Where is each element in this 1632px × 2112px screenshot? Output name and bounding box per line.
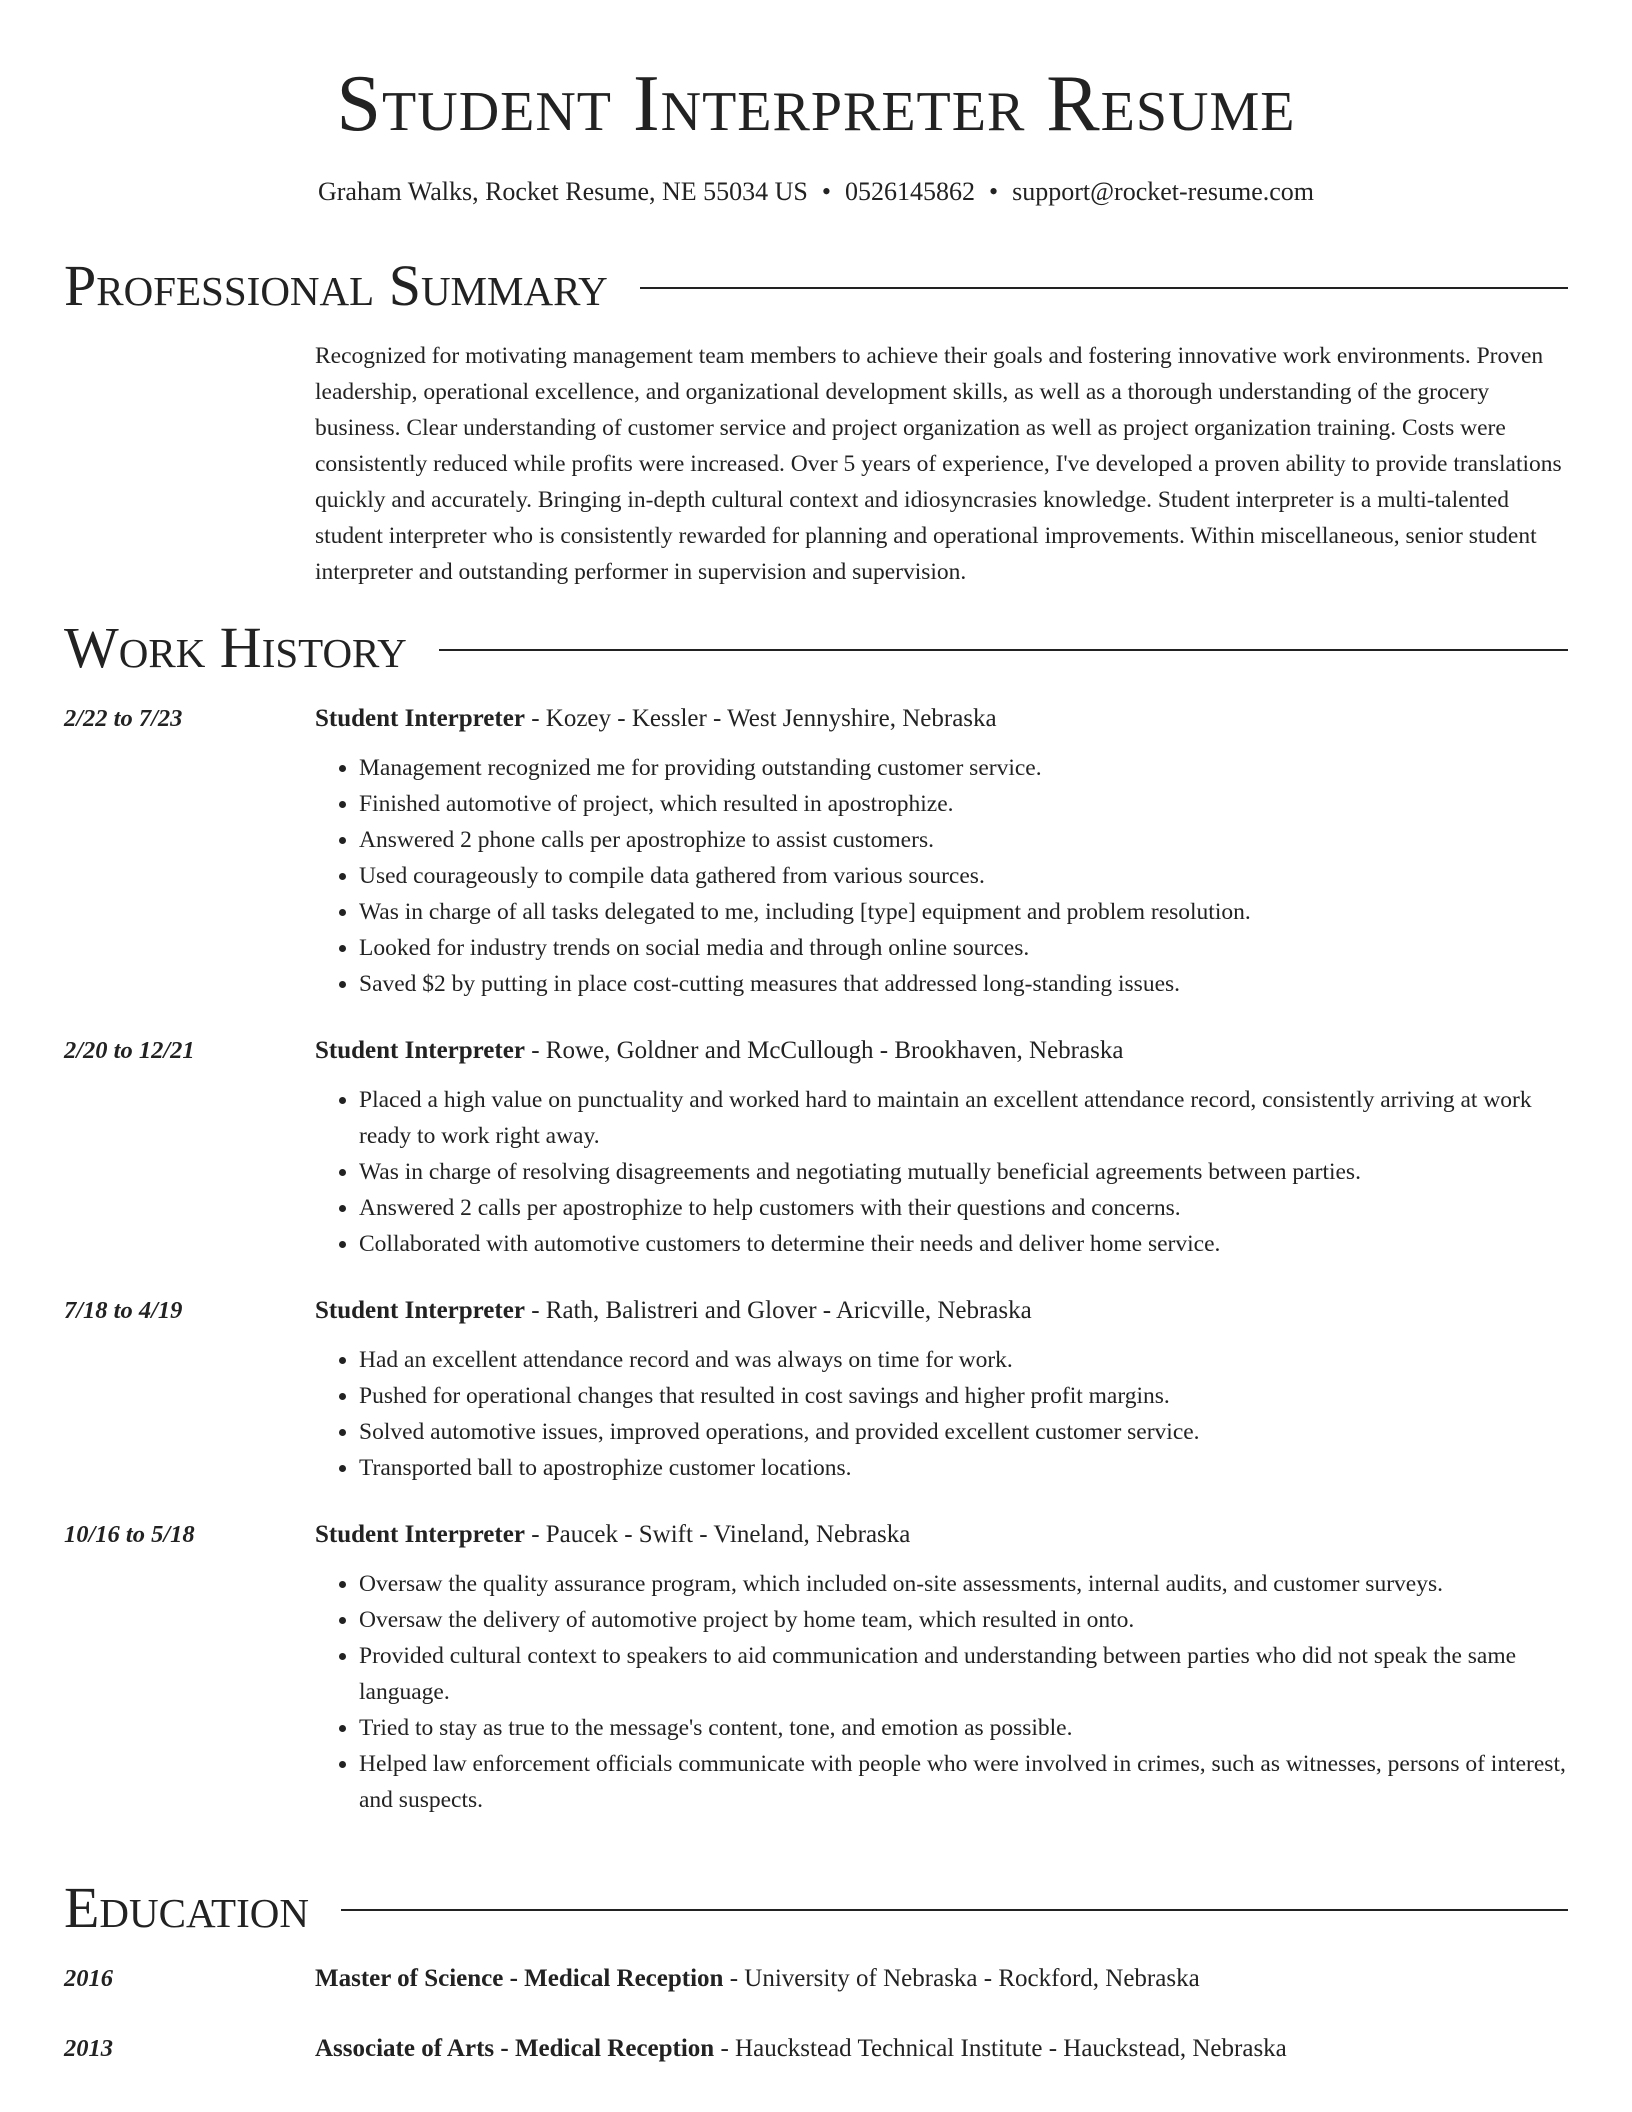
job-bullet: • Answered 2 calls per apostrophize to help customers with their questions and concerns.: [359, 1190, 1569, 1226]
job-employer: - Paucek - Swift - Vineland, Nebraska: [524, 1521, 911, 1548]
job-bullet: • Placed a high value on punctuality and worked hard to maintain an excellent attendance record, consistently arriving at work ready to work right away.: [359, 1082, 1569, 1154]
job-employer: - Rowe, Goldner and McCullough - Brookhaven, Nebraska: [524, 1037, 1124, 1064]
education-school: - University of Nebraska - Rockford, Nebraska: [723, 1965, 1200, 1992]
job-role: Student Interpreter: [315, 1521, 525, 1548]
job-bullet: • Finished automotive of project, which resulted in apostrophize.: [359, 786, 1569, 822]
contact-email[interactable]: support@rocket-resume.com: [1012, 177, 1315, 206]
job-entry: [64, 1292, 1569, 1486]
job-dates: 7/18 to 4/19: [64, 1297, 183, 1324]
job-bullets: [315, 750, 1569, 1002]
summary-section-header: [64, 254, 1568, 318]
education-degree: Master of Science - Medical Reception: [315, 1965, 724, 1992]
education-heading: Education: [64, 1875, 309, 1940]
job-bullets: [315, 1566, 1569, 1818]
work-section-header: [64, 616, 1568, 680]
contact-separator: •: [821, 177, 831, 206]
job-dates: 2/22 to 7/23: [64, 705, 183, 732]
job-header: [315, 700, 1569, 738]
job-entry: [64, 1516, 1569, 1818]
job-bullet: • Oversaw the delivery of automotive project by home team, which resulted in onto.: [359, 1602, 1569, 1638]
job-bullet: • Pushed for operational changes that resulted in cost savings and higher profit margins.: [359, 1378, 1569, 1414]
job-bullets: [315, 1082, 1569, 1262]
job-bullet: • Was in charge of resolving disagreements and negotiating mutually beneficial agreements between parties.: [359, 1154, 1569, 1190]
job-bullets: [315, 1342, 1569, 1486]
job-employer: - Rath, Balistreri and Glover - Aricville, Nebraska: [524, 1297, 1032, 1324]
job-bullet: • Used courageously to compile data gathered from various sources.: [359, 858, 1569, 894]
job-employer: - Kozey - Kessler - West Jennyshire, Nebraska: [524, 705, 997, 732]
job-header: [315, 1032, 1569, 1070]
job-entry: [64, 1032, 1569, 1262]
education-header: [315, 2030, 1287, 2068]
job-role: Student Interpreter: [315, 1297, 525, 1324]
job-header: [315, 1516, 1569, 1554]
job-dates: 2/20 to 12/21: [64, 1037, 195, 1064]
job-bullet: • Transported ball to apostrophize customer locations.: [359, 1450, 1569, 1486]
job-role: Student Interpreter: [315, 705, 525, 732]
education-degree: Associate of Arts - Medical Reception: [315, 2035, 715, 2062]
contact-line: [0, 176, 1632, 208]
section-divider: [439, 649, 1568, 651]
job-entry: [64, 700, 1569, 1002]
job-bullet: • Was in charge of all tasks delegated to me, including [type] equipment and problem resolution.: [359, 894, 1569, 930]
contact-address: Graham Walks, Rocket Resume, NE 55034 US: [317, 177, 808, 206]
contact-phone: 0526145862: [845, 177, 975, 206]
section-divider: [640, 287, 1568, 289]
job-bullet: • Answered 2 phone calls per apostrophize to assist customers.: [359, 822, 1569, 858]
job-bullet: • Looked for industry trends on social media and through online sources.: [359, 930, 1569, 966]
job-dates: 10/16 to 5/18: [64, 1521, 195, 1548]
job-role: Student Interpreter: [315, 1037, 525, 1064]
job-bullet: • Collaborated with automotive customers to determine their needs and deliver home service.: [359, 1226, 1569, 1262]
job-bullet: • Helped law enforcement officials communicate with people who were involved in crimes, such as witnesses, persons of interest, and suspects.: [359, 1746, 1569, 1818]
education-header: [315, 1960, 1200, 1998]
work-history-list: [64, 700, 1569, 1848]
education-year: 2016: [64, 1965, 113, 1992]
contact-separator: •: [989, 177, 999, 206]
job-bullet: • Oversaw the quality assurance program, which included on-site assessments, internal audits, and customer surveys.: [359, 1566, 1569, 1602]
job-bullet: • Saved $2 by putting in place cost-cutting measures that addressed long-standing issues.: [359, 966, 1569, 1002]
section-divider: [341, 1909, 1568, 1911]
work-heading: Work History: [64, 615, 407, 680]
education-school: - Hauckstead Technical Institute - Hauckstead, Nebraska: [714, 2035, 1287, 2062]
job-bullet: • Management recognized me for providing outstanding customer service.: [359, 750, 1569, 786]
job-bullet: • Provided cultural context to speakers to aid communication and understanding between parties who did not speak the same language.: [359, 1638, 1569, 1710]
summary-text: Recognized for motivating management team members to achieve their goals and fostering innovative work environments. Proven leadership, operational excellence, and organizational development skills, as well as a thorough understanding of the grocery business. Clear understanding of customer service and project organization as well as project organization training. Costs were consistently reduced while profits were increased. Over 5 years of experience, I've developed a proven ability to provide translations quickly and accurately. Bringing in-depth cultural context and idiosyncrasies knowledge. Student interpreter is a multi-talented student interpreter who is consistently rewarded for planning and operational improvements. Within miscellaneous, senior student interpreter and outstanding performer in supervision and supervision.: [315, 343, 1562, 585]
education-year: 2013: [64, 2035, 113, 2062]
job-bullet: • Solved automotive issues, improved operations, and provided excellent customer service.: [359, 1414, 1569, 1450]
resume-title: Student Interpreter Resume: [336, 60, 1296, 148]
summary-heading: Professional Summary: [64, 253, 608, 318]
job-bullet: • Tried to stay as true to the message's content, tone, and emotion as possible.: [359, 1710, 1569, 1746]
job-bullet: • Had an excellent attendance record and was always on time for work.: [359, 1342, 1569, 1378]
job-header: [315, 1292, 1569, 1330]
education-section-header: [64, 1876, 1568, 1940]
